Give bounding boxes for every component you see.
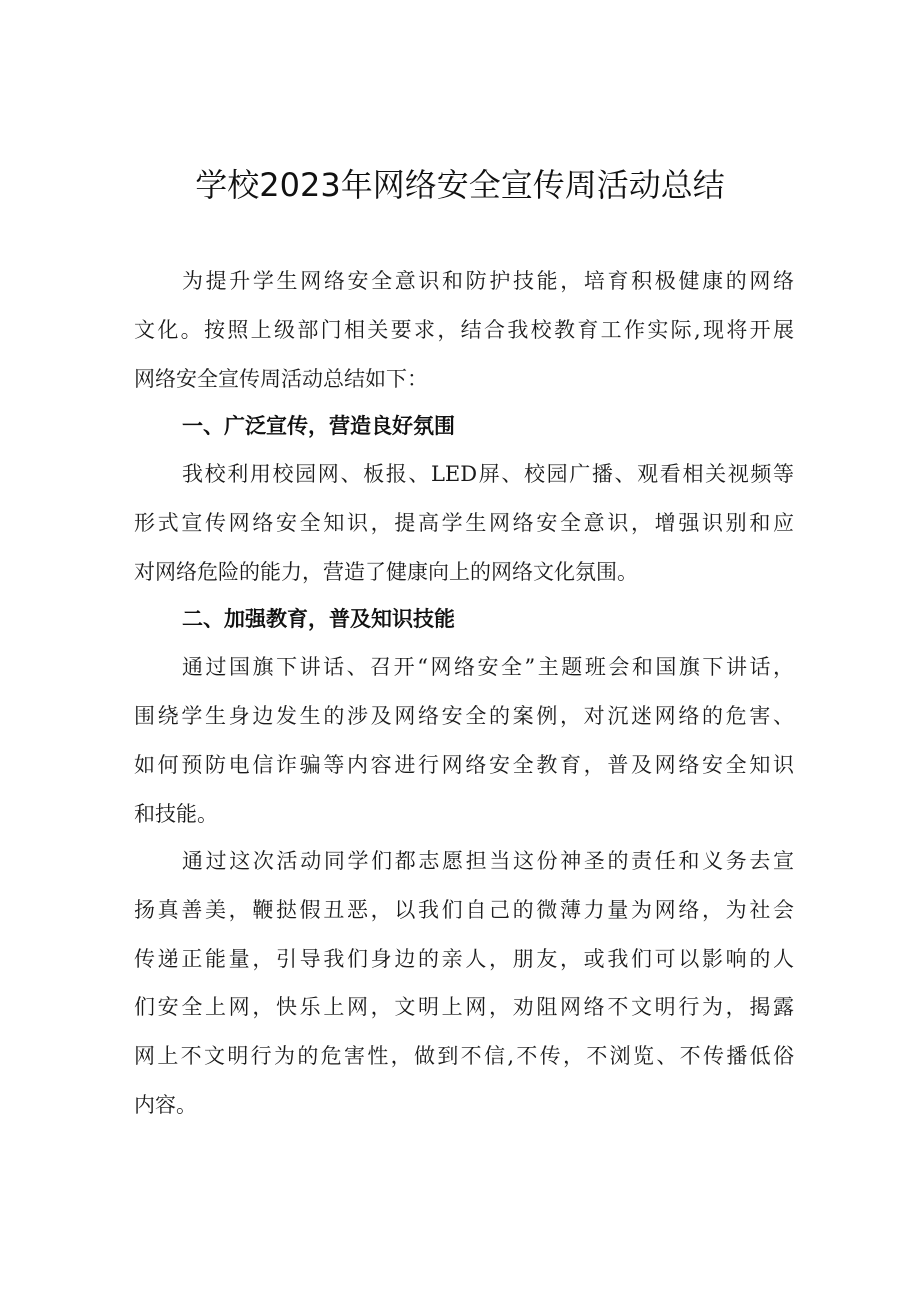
document-title: 学校2023年网络安全宣传周活动总结	[195, 166, 725, 204]
paragraph-line: 文化。按照上级部门相关要求，结合我校教育工作实际,现将开展	[134, 318, 794, 342]
paragraph-line: 传递正能量，引导我们身边的亲人，朋友，或我们可以影响的人	[134, 947, 794, 971]
section-heading: 二、加强教育，普及知识技能	[182, 607, 455, 631]
paragraph-line: 网络安全宣传周活动总结如下：	[134, 367, 428, 391]
paragraph-line: 和技能。	[134, 802, 218, 826]
paragraph-line: 对网络危险的能力，营造了健康向上的网络文化氛围。	[134, 560, 638, 584]
paragraph-line: 网上不文明行为的危害性，做到不信,不传，不浏览、不传播低俗	[134, 1044, 794, 1068]
paragraph-line: 们安全上网，快乐上网，文明上网，劝阻网络不文明行为，揭露	[134, 995, 794, 1019]
paragraph-line: 内容。	[134, 1093, 197, 1117]
paragraph-line: 通过这次活动同学们都志愿担当这份神圣的责任和义务去宣	[182, 849, 794, 873]
paragraph-line: 围绕学生身边发生的涉及网络安全的案例，对沉迷网络的危害、	[134, 704, 794, 728]
section-heading: 一、广泛宣传，营造良好氛围	[182, 414, 455, 438]
paragraph-line: 通过国旗下讲话、召开“网络安全”主题班会和国旗下讲话，	[182, 655, 794, 679]
paragraph-line: 扬真善美，鞭挞假丑恶，以我们自己的微薄力量为网络，为社会	[134, 898, 794, 922]
paragraph-line: 为提升学生网络安全意识和防护技能，培育积极健康的网络	[182, 269, 794, 293]
paragraph-line: 我校利用校园网、板报、LED屏、校园广播、观看相关视频等	[182, 462, 794, 486]
paragraph-line: 形式宣传网络安全知识，提高学生网络安全意识，增强识别和应	[134, 511, 794, 535]
paragraph-line: 如何预防电信诈骗等内容进行网络安全教育，普及网络安全知识	[134, 753, 794, 777]
